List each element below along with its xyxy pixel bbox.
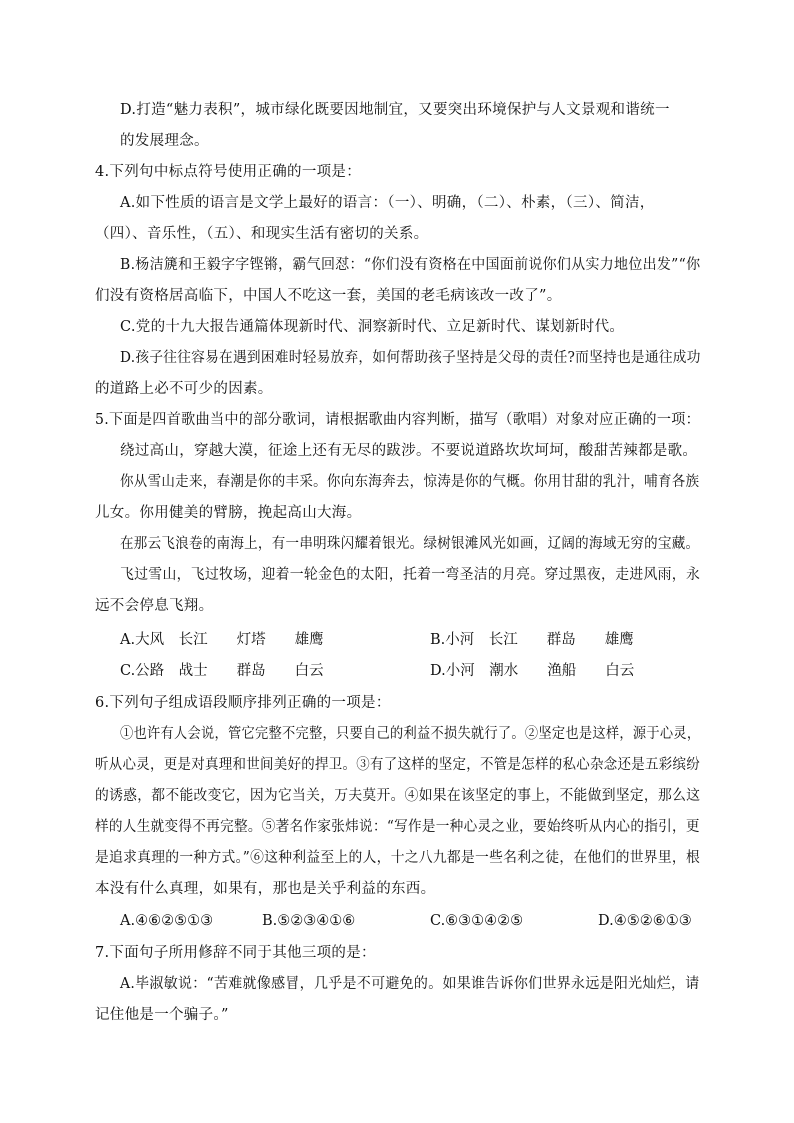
q5-lyric-4-line2: 远不会停息飞翔。 <box>95 598 214 614</box>
q7-stem: 7.下面句子所用修辞不同于其他三项的是： <box>95 945 376 961</box>
q5-lyric-2-line2: 儿女。你用健美的臂膀，挽起高山大海。 <box>95 505 362 521</box>
q6-option-d: D.④⑤②⑥①③ <box>598 913 692 929</box>
q6-passage-line4: 样的人生就变得不再完整。⑤著名作家张炜说：“写作是一种心灵之业，要始终听从内心的指引，更 <box>95 819 700 835</box>
q6-option-b: B.⑤②③④①⑥ <box>262 913 356 929</box>
q6-passage-line6: 本没有什么真理，如果有，那也是关乎利益的东西。 <box>95 881 436 897</box>
q4-option-a-line2: （四）、音乐性，（五）、和现实生活有密切的关系。 <box>95 226 429 242</box>
q4-option-b-line1: B.杨洁篪和王毅字字铿锵，霸气回怼：“你们没有资格在中国面前说你们从实力地位出发”“你 <box>120 257 701 273</box>
q4-option-d-line1: D.孩子往往容易在遇到困难时轻易放弃，如何帮助孩子坚持是父母的责任?而坚持也是通往成功 <box>120 350 701 366</box>
q3-option-d-line1: D.打造“魅力表积”，城市绿化既要因地制宜，又要突出环境保护与人文景观和谐统一 <box>120 102 670 118</box>
q6-passage-line1: ①也许有人会说，管它完整不完整，只要自己的利益不损失就行了。②坚定也是这样，源于心灵， <box>120 726 701 742</box>
q4-option-a-line1: A.如下性质的语言是文学上最好的语言：（一）、明确，（二）、朴素，（三）、简洁， <box>120 195 655 211</box>
q7-option-a-line2: 记住他是一个骗子。” <box>95 1007 229 1023</box>
q6-passage-line5: 是追求真理的一种方式。”⑥这种利益至上的人，十之八九都是一些名利之徒，在他们的世界里，根 <box>95 850 701 866</box>
q5-lyric-3: 在那云飞浪卷的南海上，有一串明珠闪耀着银光。绿树银滩风光如画，辽阔的海域无穷的宝藏。 <box>120 536 700 552</box>
q6-passage-line2: 听从心灵，更是对真理和世间美好的捍卫。③有了这样的坚定，不管是怎样的私心杂念还是五彩缤纷 <box>95 757 700 773</box>
q6-passage-line3: 的诱惑，都不能改变它，因为它当关，万夫莫开。④如果在该坚定的事上，不能做到坚定，那么这 <box>95 788 701 804</box>
q3-option-d-line2: 的发展理念。 <box>120 133 209 149</box>
q5-option-a: A.大风 长江 灯塔 雄鹰 <box>120 632 324 648</box>
q5-option-c: C.公路 战士 群岛 白云 <box>120 663 324 679</box>
q4-option-c: C.党的十九大报告通篇体现新时代、洞察新时代、立足新时代、谋划新时代。 <box>120 319 625 335</box>
q4-option-b-line2: 们没有资格居高临下，中国人不吃这一套，美国的老毛病该改一改了”。 <box>95 288 562 304</box>
q4-option-d-line2: 的道路上必不可少的因素。 <box>95 381 273 397</box>
q5-option-b: B.小河 长江 群岛 雄鹰 <box>430 632 634 648</box>
q5-stem: 5.下面是四首歌曲当中的部分歌词，请根据歌曲内容判断，描写（歌唱）对象对应正确的一项： <box>95 412 701 428</box>
q6-option-a: A.④⑥②⑤①③ <box>120 913 214 929</box>
q5-lyric-2-line1: 你从雪山走来，春潮是你的丰采。你向东海奔去，惊涛是你的气概。你用甘甜的乳汁，哺育各族 <box>120 474 700 490</box>
q7-option-a-line1: A.毕淑敏说：“苦难就像感冒，几乎是不可避免的。如果谁告诉你们世界永远是阳光灿烂，请 <box>120 976 700 992</box>
q4-stem: 4.下列句中标点符号使用正确的一项是： <box>95 164 362 180</box>
q5-option-d: D.小河 潮水 渔船 白云 <box>430 663 635 679</box>
q5-lyric-1: 绕过高山，穿越大漠，征途上还有无尽的跋涉。不要说道路坎坎坷坷，酸甜苦辣都是歌。 <box>120 443 698 459</box>
q5-lyric-4-line1: 飞过雪山，飞过牧场，迎着一轮金色的太阳，托着一弯圣洁的月亮。穿过黑夜，走进风雨，永 <box>120 567 701 583</box>
q6-stem: 6.下列句子组成语段顺序排列正确的一项是： <box>95 695 391 711</box>
q6-option-c: C.⑥③①④②⑤ <box>430 913 524 929</box>
